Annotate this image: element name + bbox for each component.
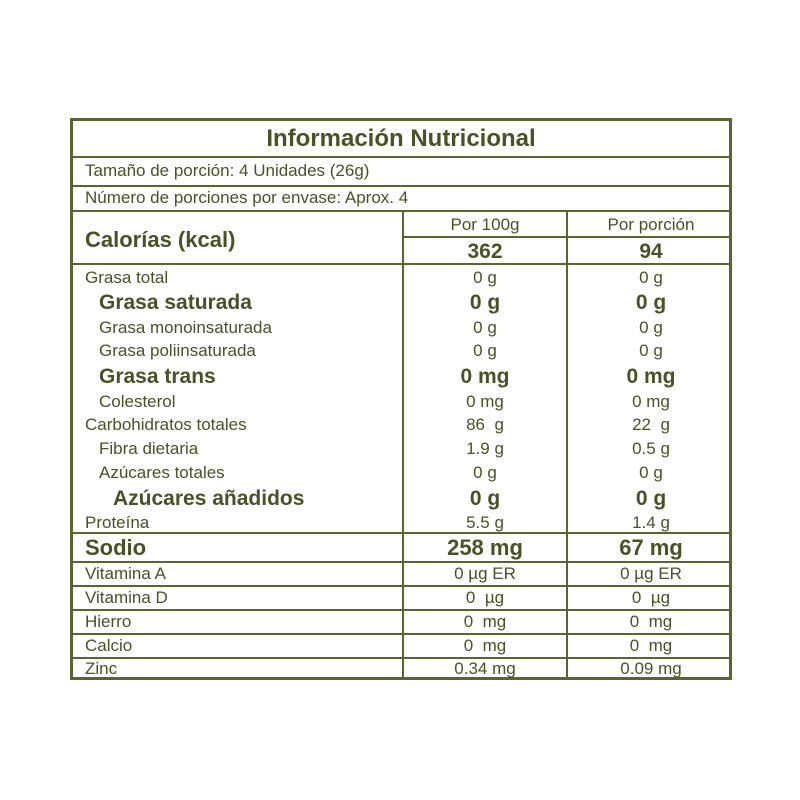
- nutrient-name: Proteína: [85, 513, 150, 532]
- value-per-100g: 86 g: [466, 415, 504, 434]
- nutrient-name: Hierro: [85, 612, 132, 631]
- nutrient-name: Grasa total: [85, 268, 169, 287]
- nutrient-row-azucares-totales: [73, 461, 729, 485]
- nutrient-name: Azúcares totales: [99, 463, 225, 482]
- value-per-serving: 0 mg: [632, 392, 670, 411]
- value-per-serving: 0 g: [639, 268, 663, 287]
- value-per-100g: 0 g: [469, 291, 501, 314]
- nutrient-row-vitamina-a: [73, 562, 729, 586]
- value-per-100g: 0 g: [473, 463, 497, 482]
- calories-per-serving: 94: [639, 240, 663, 263]
- nutrient-name: Calcio: [85, 636, 133, 655]
- nutrient-row-colesterol: [73, 390, 729, 413]
- value-per-100g: 0 µg ER: [454, 564, 516, 583]
- value-per-100g: 0 g: [473, 268, 497, 287]
- value-per-serving: 67 mg: [619, 535, 683, 560]
- nutrient-name: Grasa saturada: [99, 291, 252, 314]
- nutrient-name: Vitamina A: [85, 564, 166, 583]
- value-per-serving: 22 g: [632, 415, 670, 434]
- nutrient-name: Carbohidratos totales: [85, 415, 247, 434]
- nutrient-row-sodio: [73, 533, 729, 562]
- value-per-serving: 0 µg: [631, 588, 671, 607]
- value-per-100g: 0 mg: [460, 365, 510, 388]
- value-per-serving: 0 g: [639, 318, 663, 337]
- nutrient-name: Vitamina D: [85, 588, 168, 607]
- column-header-per-100g: Por 100g: [450, 215, 520, 234]
- nutrient-row-grasa-poliinsaturada: [73, 339, 729, 363]
- value-per-100g: 0 g: [473, 318, 497, 337]
- value-per-serving: 0 g: [635, 487, 667, 510]
- nutrient-row-hierro: [73, 610, 729, 634]
- value-per-100g: 5.5 g: [466, 513, 504, 532]
- value-per-100g: 258 mg: [447, 535, 523, 560]
- divider: [73, 210, 729, 212]
- nutrition-facts-label: [70, 118, 732, 680]
- value-per-serving: 0 g: [639, 463, 663, 482]
- value-per-100g: 0 mg: [463, 636, 507, 655]
- nutrient-row-proteina: [73, 512, 729, 533]
- nutrient-row-azucares-anadidos: [73, 485, 729, 512]
- nutrient-row-fibra-dietaria: [73, 437, 729, 461]
- calories-label: Calorías (kcal): [85, 227, 236, 252]
- column-header-per-serving: Por porción: [607, 215, 695, 234]
- value-per-serving: 0 g: [639, 341, 663, 360]
- nutrient-name: Grasa trans: [99, 365, 216, 388]
- value-per-serving: 0 mg: [626, 365, 676, 388]
- value-per-100g: 0 g: [469, 487, 501, 510]
- value-per-serving: 0 mg: [629, 612, 673, 631]
- nutrient-name: Zinc: [85, 659, 118, 678]
- value-per-serving: 0 mg: [629, 636, 673, 655]
- nutrient-name: Azúcares añadidos: [113, 487, 305, 510]
- value-per-serving: 0 µg ER: [620, 564, 682, 583]
- nutrient-row-calcio: [73, 634, 729, 658]
- value-per-serving: 1.4 g: [632, 513, 670, 532]
- divider: [73, 156, 729, 158]
- nutrient-row-vitamina-d: [73, 586, 729, 610]
- nutrient-name: Grasa poliinsaturada: [99, 341, 256, 360]
- nutrient-row-carbohidratos-totales: [73, 413, 729, 437]
- servings-per-container: Número de porciones por envase: Aprox. 4: [85, 188, 409, 207]
- value-per-100g: 1.9 g: [466, 439, 504, 458]
- nutrient-name: Fibra dietaria: [99, 439, 199, 458]
- nutrient-name: Grasa monoinsaturada: [99, 318, 272, 337]
- value-per-100g: 0 mg: [463, 612, 507, 631]
- value-per-100g: 0 g: [473, 341, 497, 360]
- nutrient-row-grasa-saturada: [73, 290, 729, 316]
- value-per-serving: 0.09 mg: [620, 659, 682, 678]
- nutrient-name: Sodio: [85, 535, 147, 560]
- calories-per-100g: 362: [467, 240, 503, 263]
- value-per-100g: 0.34 mg: [454, 659, 516, 678]
- serving-size: Tamaño de porción: 4 Unidades (26g): [85, 161, 370, 180]
- nutrient-row-grasa-trans: [73, 363, 729, 390]
- nutrient-row-grasa-monoinsaturada: [73, 316, 729, 339]
- label-title: Información Nutricional: [266, 125, 536, 152]
- value-per-100g: 0 mg: [466, 392, 504, 411]
- value-per-serving: 0.5 g: [632, 439, 670, 458]
- divider: [73, 263, 729, 265]
- nutrient-name: Colesterol: [99, 392, 176, 411]
- nutrient-row-zinc: [73, 658, 729, 680]
- value-per-serving: 0 g: [635, 291, 667, 314]
- nutrient-row-grasa-total: [73, 266, 729, 290]
- value-per-100g: 0 µg: [465, 588, 505, 607]
